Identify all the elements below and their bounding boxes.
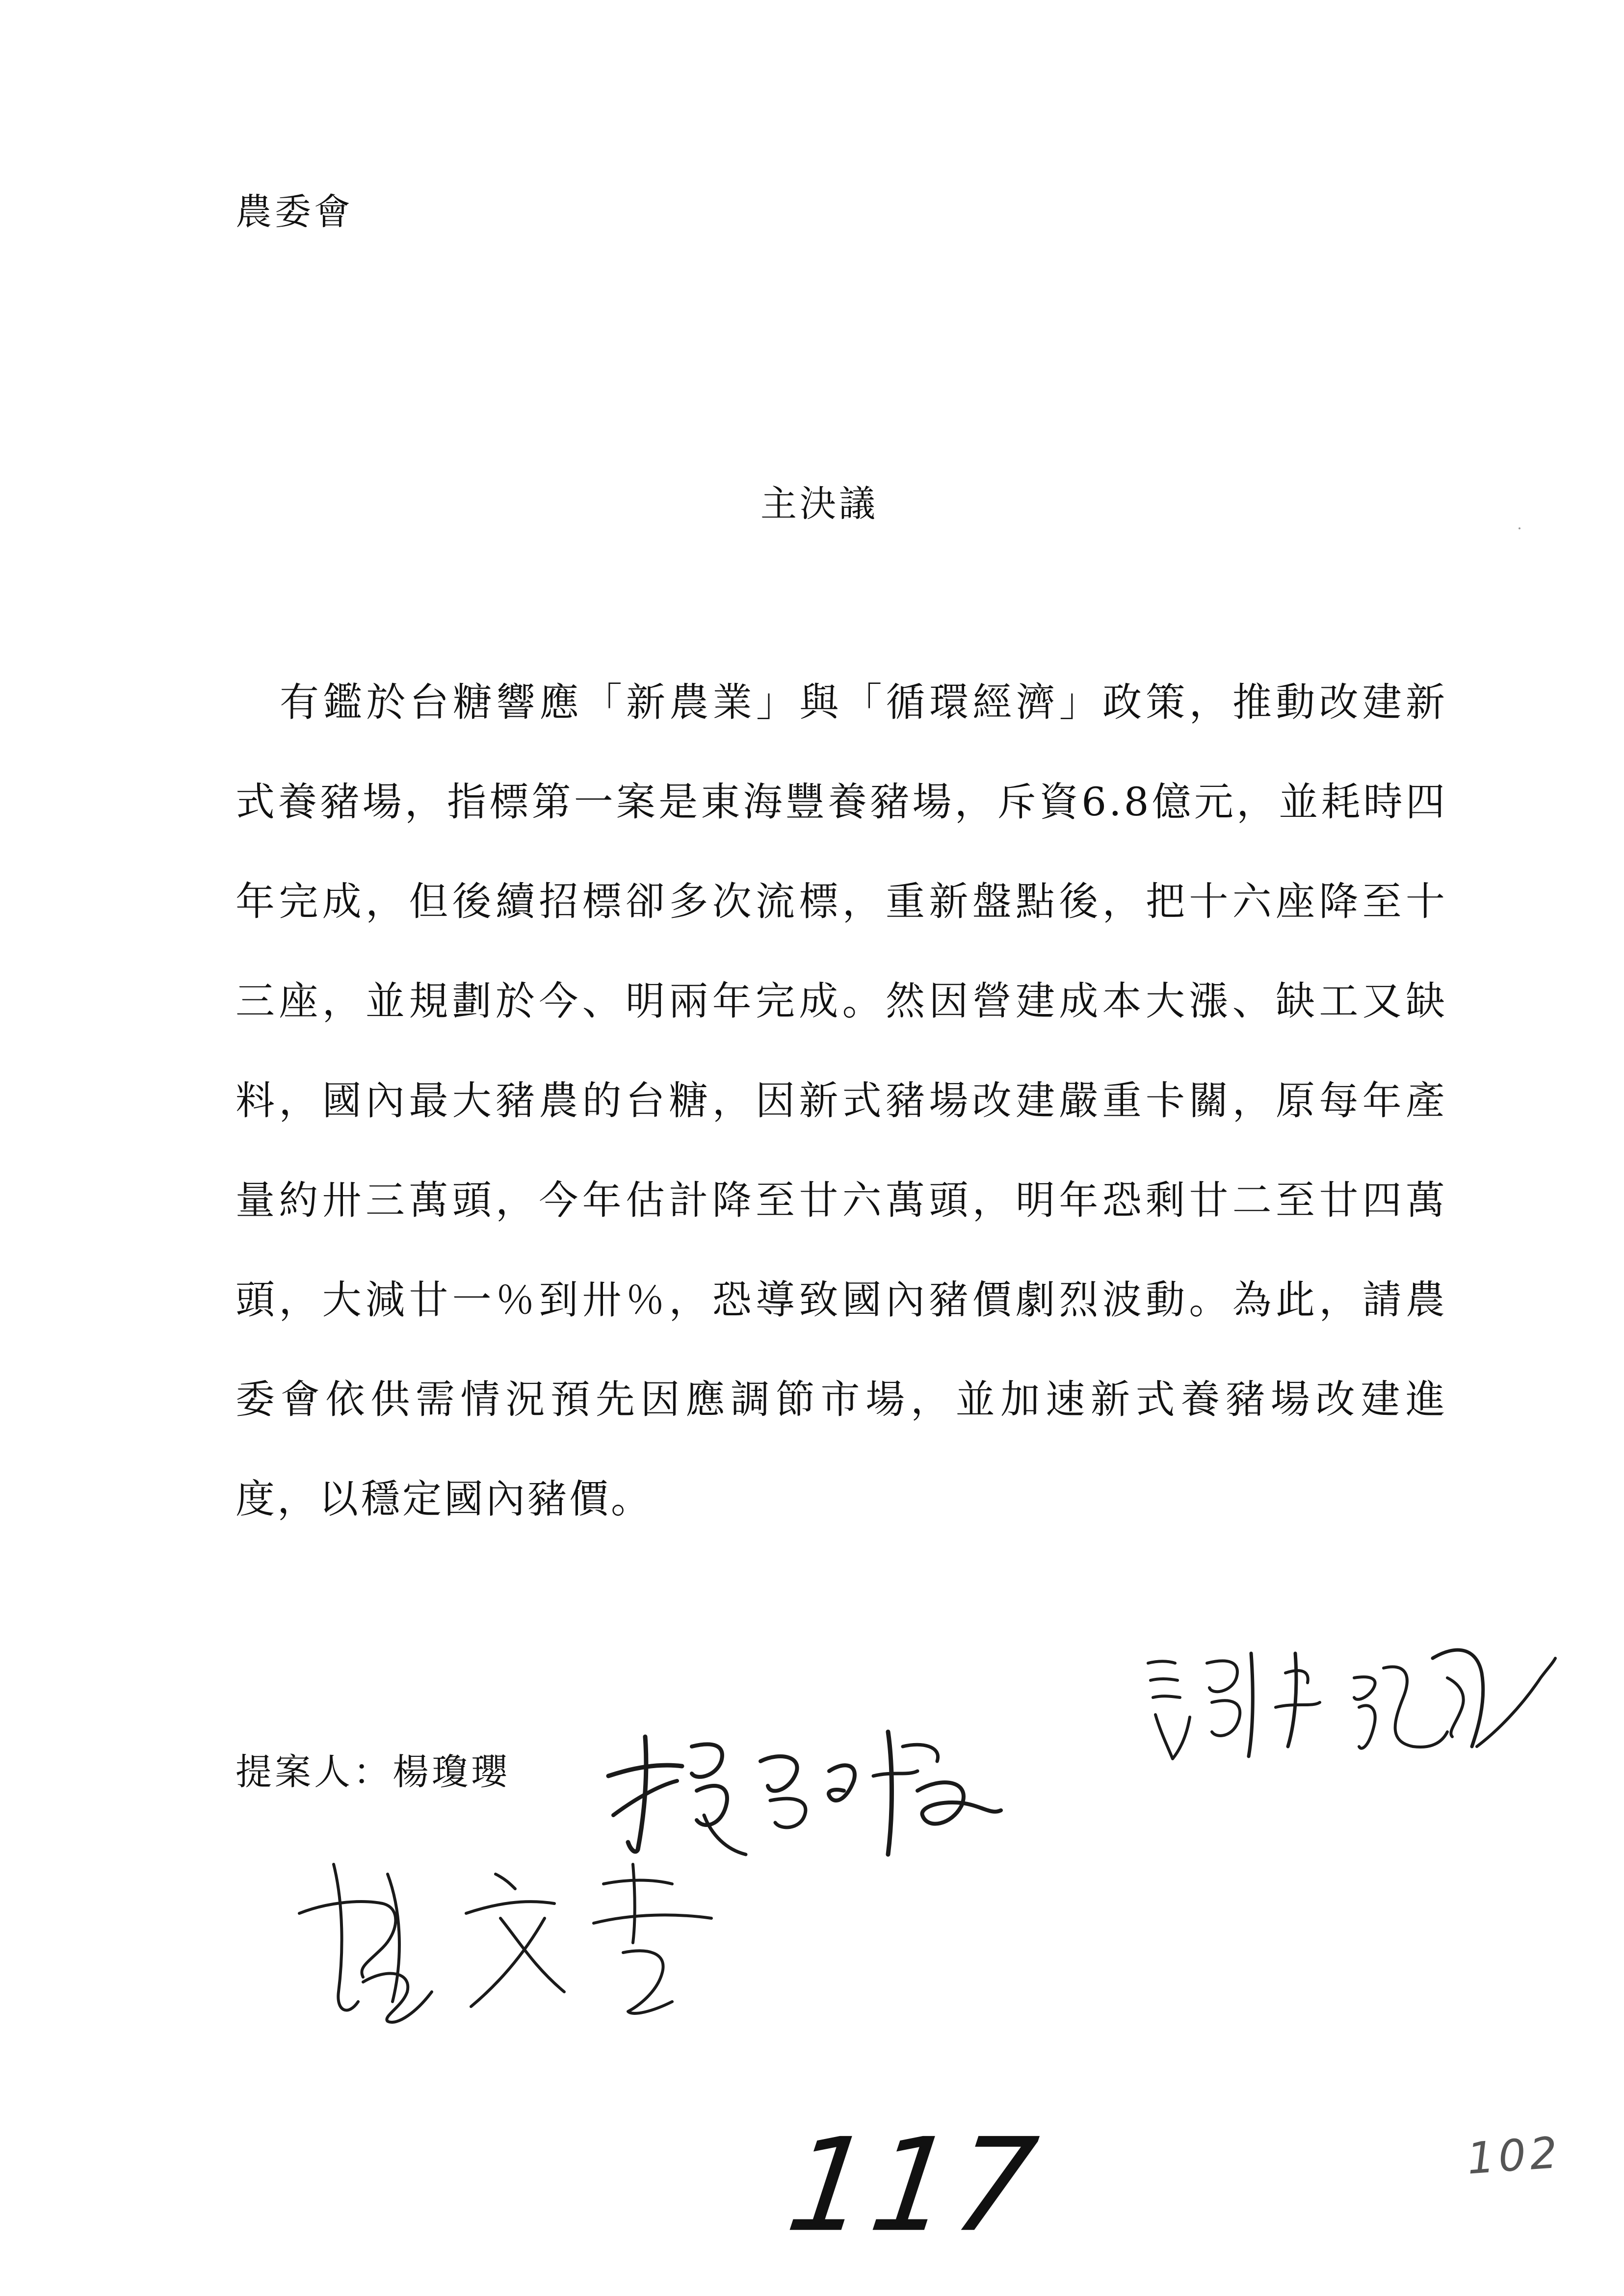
- handwritten-signature: [1138, 1634, 1560, 1771]
- proposer-line: [236, 1751, 510, 1793]
- body-line: 委會依供需情況預先因應調節市場，並加速新式養豬場改建進: [236, 1377, 1447, 1422]
- document-title: 主決議: [760, 483, 878, 525]
- body-line: 年完成，但後續招標卻多次流標，重新盤點後，把十六座降至十: [236, 879, 1447, 924]
- proposer-name: 楊瓊瓔: [393, 1751, 510, 1793]
- body-line: 量約卅三萬頭，今年估計降至廿六萬頭，明年恐剩廿二至廿四萬: [236, 1177, 1447, 1223]
- body-line: 料，國內最大豬農的台糖，因新式豬場改建嚴重卡關，原每年產: [236, 1078, 1447, 1123]
- handwritten-signature: [599, 1717, 1011, 1864]
- body-line: 三座，並規劃於今、明兩年完成。然因營建成本大漲、缺工又缺: [236, 978, 1447, 1024]
- scan-speck: [1519, 527, 1520, 529]
- handwritten-signature: [289, 1845, 731, 2031]
- proposer-label: 提案人：: [236, 1751, 393, 1793]
- body-line: 頭，大減廿一％到卅％，恐導致國內豬價劇烈波動。為此，請農: [236, 1277, 1447, 1323]
- body-line: 度，以穩定國內豬價。: [236, 1476, 653, 1522]
- handwritten-corner-number: 102: [1465, 2127, 1563, 2184]
- body-line: 有鑑於台糖響應「新農業」與「循環經濟」政策，推動改建新: [280, 679, 1447, 725]
- addressee: 農委會: [236, 191, 353, 233]
- resolution-body: [236, 652, 1447, 1549]
- handwritten-page-number: 117: [779, 2110, 1049, 2261]
- body-line: 式養豬場，指標第一案是東海豐養豬場，斥資6.8億元，並耗時四: [236, 779, 1447, 825]
